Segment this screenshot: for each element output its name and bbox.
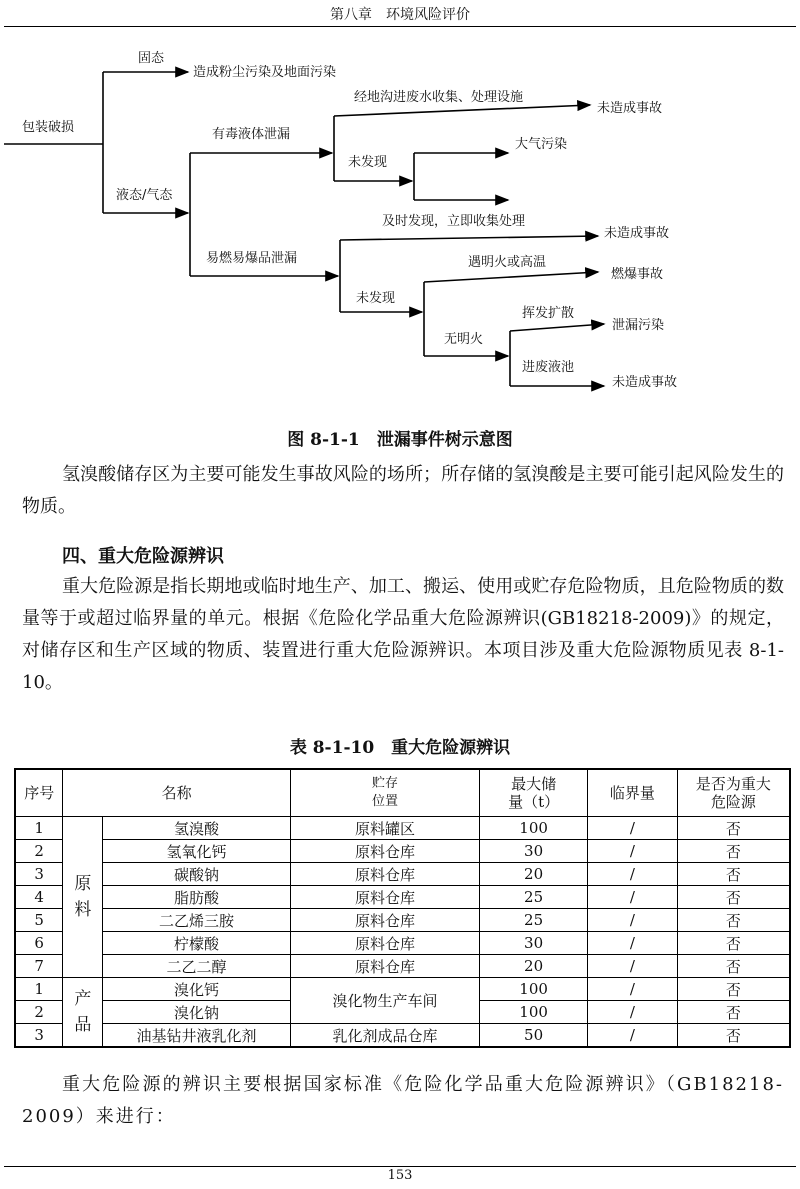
cell-major: 否 (677, 840, 790, 863)
cell-major: 否 (677, 817, 790, 840)
cell-no: 3 (15, 863, 63, 886)
cell-no: 2 (15, 1001, 63, 1024)
paragraph-definition: 重大危险源是指长期地或临时地生产、加工、搬运、使用或贮存危险物质，且危险物质的数量等于或超过临界量的单元。根据《危险化学品重大危险源辨识(GB18218-2009)》的规定，对储存区和生产区域的物质、装置进行重大危险源辨识。本项目涉及重大危险源物质见表 8-1-10。 (22, 576, 784, 693)
header-critical: 临界量 (587, 769, 677, 817)
cell-name: 二乙二醇 (103, 955, 290, 978)
cell-critical: / (587, 886, 677, 909)
cell-max: 30 (480, 932, 588, 955)
header-no: 序号 (15, 769, 63, 817)
table-row (15, 909, 790, 932)
tree-arrow-fire (424, 272, 598, 282)
tree-fire: 遇明火或高温 (468, 255, 547, 270)
cell-location: 原料仓库 (290, 932, 479, 955)
table-header-row (15, 769, 790, 817)
header-location: 贮存 位置 (290, 769, 479, 817)
header-rule (4, 26, 796, 27)
cell-location: 原料罐区 (290, 817, 479, 840)
tree-pool-result: 未造成事故 (612, 375, 678, 390)
cell-max: 25 (480, 886, 588, 909)
cell-location: 原料仓库 (290, 955, 479, 978)
tree-toxic-undetected: 未发现 (348, 155, 388, 170)
cell-max: 20 (480, 955, 588, 978)
tree-arrow-volatilize (510, 324, 604, 331)
tree-toxic: 有毒液体泄漏 (212, 127, 291, 142)
cell-critical: / (587, 840, 677, 863)
table-row (15, 955, 790, 978)
cell-max: 100 (480, 978, 588, 1001)
group-raw: 原 料 (63, 817, 103, 978)
cell-name: 二乙烯三胺 (103, 909, 290, 932)
tree-air-pollution: 大气污染 (515, 137, 568, 152)
cell-major: 否 (677, 1024, 790, 1048)
cell-location: 原料仓库 (290, 863, 479, 886)
tree-liquid-gas: 液态/气态 (116, 188, 173, 203)
cell-critical: / (587, 932, 677, 955)
tree-pool: 进废液池 (522, 360, 575, 375)
cell-major: 否 (677, 1001, 790, 1024)
event-tree-diagram (0, 30, 800, 400)
cell-major: 否 (677, 909, 790, 932)
table-row (15, 817, 790, 840)
tree-arrow-timely (340, 236, 598, 240)
cell-no: 7 (15, 955, 63, 978)
cell-critical: / (587, 955, 677, 978)
table-row (15, 840, 790, 863)
table-row (15, 886, 790, 909)
cell-name: 氢氧化钙 (103, 840, 290, 863)
cell-critical: / (587, 909, 677, 932)
cell-no: 1 (15, 978, 63, 1001)
table-row (15, 978, 790, 1001)
header-name: 名称 (63, 769, 290, 817)
header-max: 最大储 量（t） (480, 769, 588, 817)
cell-major: 否 (677, 955, 790, 978)
cell-max: 50 (480, 1024, 588, 1048)
cell-name: 氢溴酸 (103, 817, 290, 840)
cell-location: 原料仓库 (290, 909, 479, 932)
cell-no: 6 (15, 932, 63, 955)
cell-no: 1 (15, 817, 63, 840)
tree-leak-pollution: 泄漏污染 (612, 318, 665, 333)
page-header: 第八章 环境风险评价 (330, 7, 470, 23)
tree-volatilize: 挥发扩散 (522, 306, 575, 321)
cell-critical: / (587, 817, 677, 840)
table-caption: 表 8-1-10 重大危险源辨识 (289, 738, 511, 758)
page-number: 153 (387, 1168, 413, 1183)
section-heading: 四、重大危险源辨识 (62, 546, 224, 567)
cell-location: 原料仓库 (290, 886, 479, 909)
cell-name: 溴化钙 (103, 978, 290, 1001)
cell-critical: / (587, 863, 677, 886)
cell-name: 柠檬酸 (103, 932, 290, 955)
cell-name: 脂肪酸 (103, 886, 290, 909)
cell-location: 原料仓库 (290, 840, 479, 863)
tree-flammable: 易燃易爆品泄漏 (206, 251, 298, 266)
cell-location: 乳化剂成品仓库 (290, 1024, 479, 1048)
cell-no: 2 (15, 840, 63, 863)
cell-no: 4 (15, 886, 63, 909)
cell-major: 否 (677, 978, 790, 1001)
table-row (15, 932, 790, 955)
hazard-table (14, 768, 791, 1048)
cell-critical: / (587, 1024, 677, 1048)
cell-major: 否 (677, 932, 790, 955)
cell-critical: / (587, 978, 677, 1001)
figure-caption: 图 8-1-1 泄漏事件树示意图 (287, 430, 513, 450)
cell-name: 碳酸钠 (103, 863, 290, 886)
cell-name: 溴化钠 (103, 1001, 290, 1024)
group-product: 产 品 (63, 978, 103, 1048)
cell-name: 油基钻井液乳化剂 (103, 1024, 290, 1048)
tree-toxic-no-accident: 未造成事故 (597, 101, 663, 116)
paragraph-basis: 重大危险源的辨识主要根据国家标准《危险化学品重大危险源辨识》（GB18218-2009）来进行： (22, 1074, 784, 1127)
cell-no: 5 (15, 909, 63, 932)
tree-timely: 及时发现，立即收集处理 (382, 214, 526, 229)
table-row (15, 1024, 790, 1048)
cell-max: 100 (480, 817, 588, 840)
cell-major: 否 (677, 863, 790, 886)
tree-timely-result: 未造成事故 (604, 226, 670, 241)
tree-no-fire: 无明火 (444, 332, 484, 347)
cell-max: 30 (480, 840, 588, 863)
cell-max: 100 (480, 1001, 588, 1024)
cell-critical: / (587, 1001, 677, 1024)
cell-max: 25 (480, 909, 588, 932)
cell-max: 20 (480, 863, 588, 886)
paragraph-storage: 氢溴酸储存区为主要可能发生事故风险的场所；所存储的氢溴酸是主要可能引起风险发生的物质。 (22, 464, 784, 517)
tree-arrow-toxic-collect (334, 105, 590, 116)
cell-major: 否 (677, 886, 790, 909)
tree-solid: 固态 (138, 51, 165, 66)
table-row (15, 863, 790, 886)
cell-location: 溴化物生产车间 (290, 978, 479, 1024)
tree-explosion: 燃爆事故 (611, 267, 664, 282)
tree-flam-undetected: 未发现 (356, 291, 396, 306)
tree-root: 包装破损 (22, 120, 75, 135)
tree-toxic-collect: 经地沟进废水收集、处理设施 (354, 90, 524, 105)
header-major: 是否为重大 危险源 (677, 769, 790, 817)
footer-rule (4, 1166, 796, 1167)
cell-no: 3 (15, 1024, 63, 1048)
tree-solid-result: 造成粉尘污染及地面污染 (193, 65, 337, 80)
